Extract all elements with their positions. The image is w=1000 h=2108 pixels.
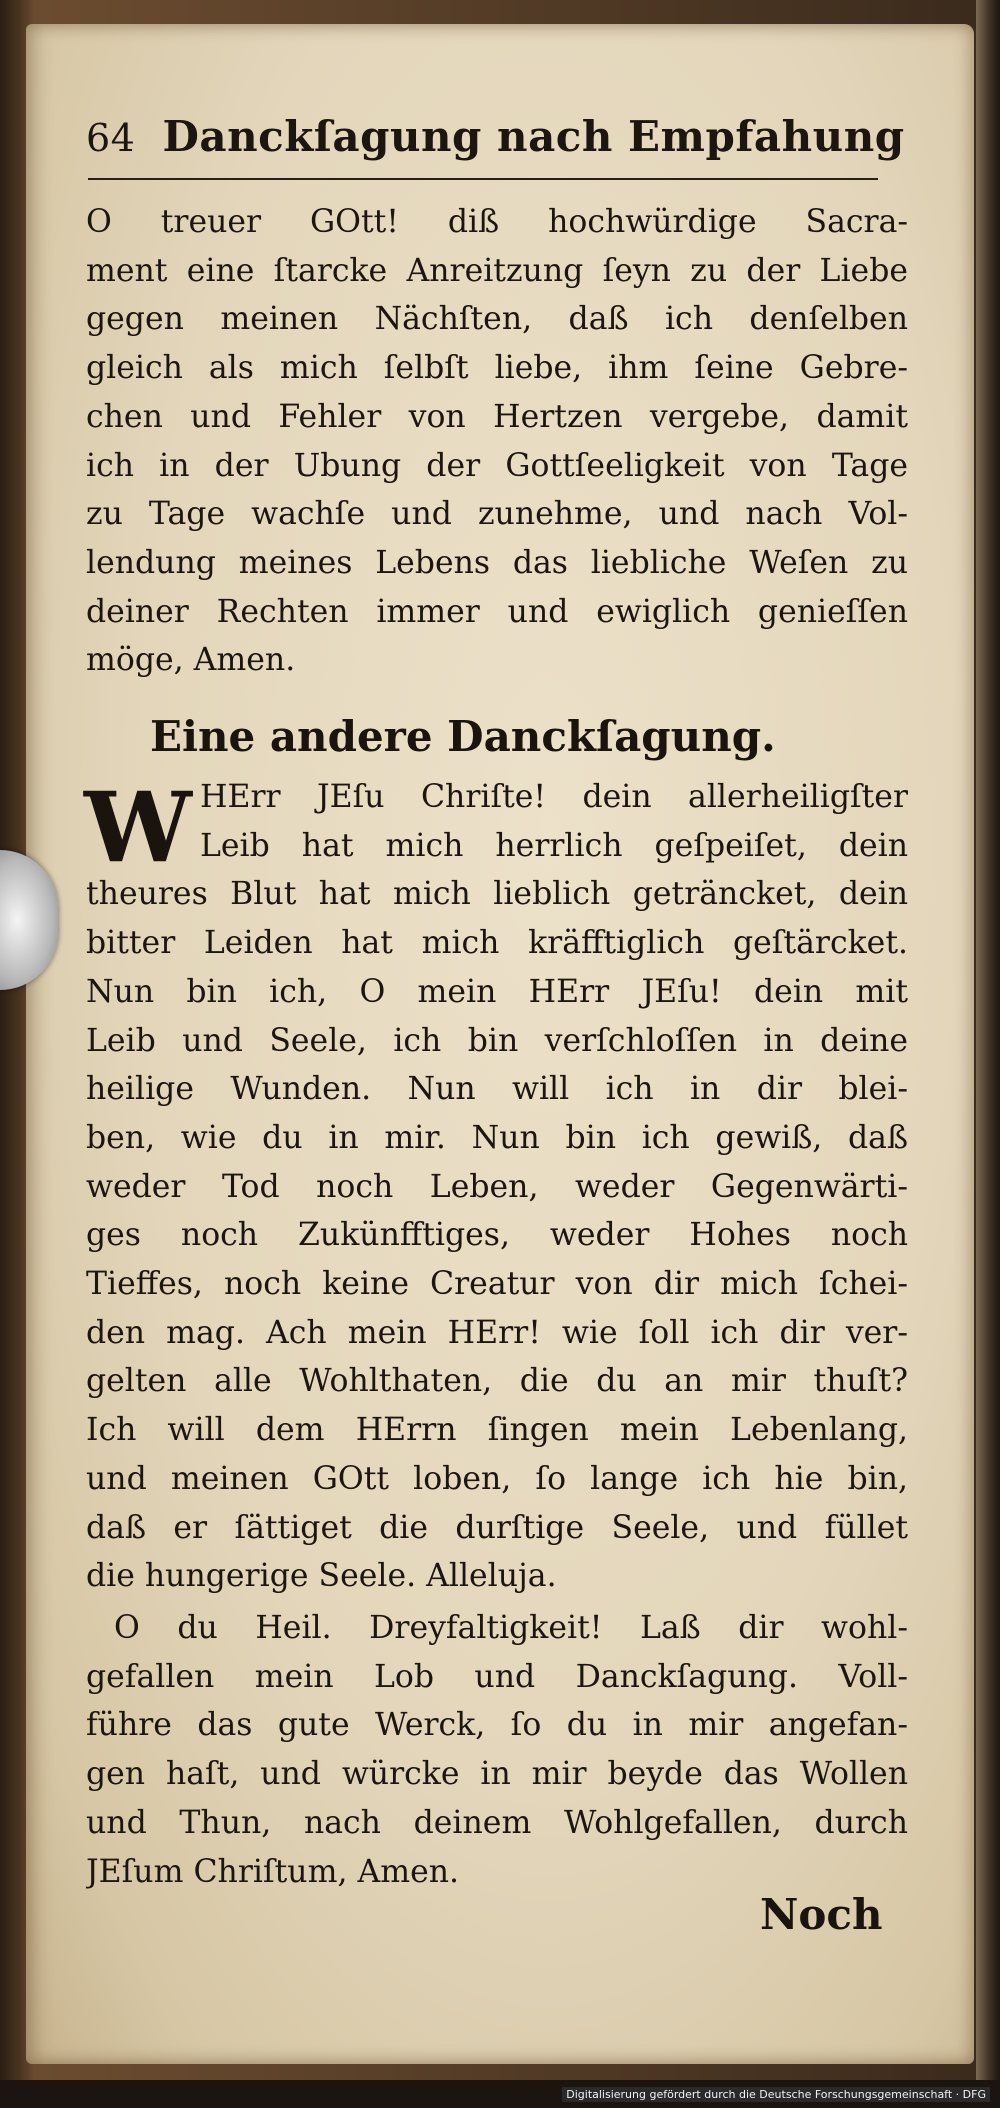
running-head <box>86 112 905 172</box>
text-line: ben, wie du in mir. Nun bin ich gewiß, daß <box>86 1119 908 1156</box>
header-rule <box>88 178 878 180</box>
text-line: O du Heil. Dreyfaltigkeit! Laß dir wohl- <box>114 1610 908 1646</box>
paragraph-2 <box>86 773 908 1601</box>
book-edge <box>976 0 1000 2108</box>
text-line: die hungerige Seele. Alleluja. <box>86 1558 557 1595</box>
text-line: und meinen GOtt loben, ſo lange ich hie bin, <box>86 1460 908 1497</box>
text-line: theures Blut hat mich lieblich geträncket, dein <box>86 876 908 913</box>
text-line: gegen meinen Nächſten, daß ich denſelben <box>86 301 908 338</box>
text-line: heilige Wunden. Nun will ich in dir blei- <box>86 1071 908 1108</box>
text-line: weder Tod noch Leben, weder Gegenwärti- <box>86 1168 908 1205</box>
text-line: gefallen mein Lob und Danckſagung. Voll- <box>86 1658 908 1695</box>
text-line: den mag. Ach mein HErr! wie ſoll ich dir ver- <box>86 1314 908 1351</box>
text-line: bitter Leiden hat mich kräfftiglich geſtärcket. <box>86 925 908 962</box>
drop-cap: W <box>84 771 192 884</box>
text-line: zu Tage wachſe und zunehme, und nach Vol- <box>86 496 908 533</box>
text-line: ment eine ſtarcke Anreitzung ſeyn zu der Liebe <box>86 252 908 289</box>
digitization-credit: Digitalisierung gefördert durch die Deutsche Forschungsgemeinschaft · DFG <box>562 2087 990 2102</box>
text-line: gelten alle Wohlthaten, die du an mir thuſt? <box>86 1363 908 1400</box>
text-line: Tieffes, noch keine Creatur von dir mich ſchei- <box>86 1266 908 1303</box>
text-line: gen haſt, und würcke in mir beyde das Wollen <box>86 1756 908 1793</box>
text-line: HErr JEſu Chriſte! dein allerheiligſter <box>200 779 908 815</box>
section-heading: Eine andere Danckſagung. <box>150 712 776 761</box>
text-line: Ich will dem HErrn ſingen mein Lebenlang, <box>86 1412 908 1449</box>
text-line: möge, Amen. <box>86 642 296 679</box>
page-number: 64 <box>86 116 136 160</box>
running-head-title: Danckſagung nach Empfahung <box>162 112 905 161</box>
text-line: Leib und Seele, ich bin verſchloſſen in deine <box>86 1022 908 1059</box>
text-line: lendung meines Lebens das liebliche Weſen zu <box>86 544 908 581</box>
text-line: JEſum Chriſtum, Amen. <box>86 1853 460 1890</box>
catchword: Noch <box>760 1890 883 1939</box>
text-line: führe das gute Werck, ſo du in mir angefan- <box>86 1707 908 1744</box>
text-line: Leib hat mich herrlich geſpeiſet, dein <box>200 827 908 864</box>
text-line: deiner Rechten immer und ewiglich genieſſen <box>86 593 908 630</box>
text-line: und Thun, nach deinem Wohlgefallen, durch <box>86 1804 908 1841</box>
text-line: ich in der Ubung der Gottſeeligkeit von Tage <box>86 447 908 484</box>
text-line: daß er ſättiget die durſtige Seele, und füllet <box>86 1509 908 1546</box>
text-line: Nun bin ich, O mein HErr JEſu! dein mit <box>86 973 908 1010</box>
paragraph-1 <box>86 198 908 685</box>
text-line: ges noch Zukünfftiges, weder Hohes noch <box>86 1217 908 1254</box>
paragraph-3 <box>86 1604 908 1896</box>
text-line: chen und Fehler von Hertzen vergebe, damit <box>86 398 908 435</box>
text-line: O treuer GOtt! diß hochwürdige Sacra- <box>86 204 908 240</box>
text-line: gleich als mich ſelbſt liebe, ihm ſeine Gebre- <box>86 350 908 387</box>
